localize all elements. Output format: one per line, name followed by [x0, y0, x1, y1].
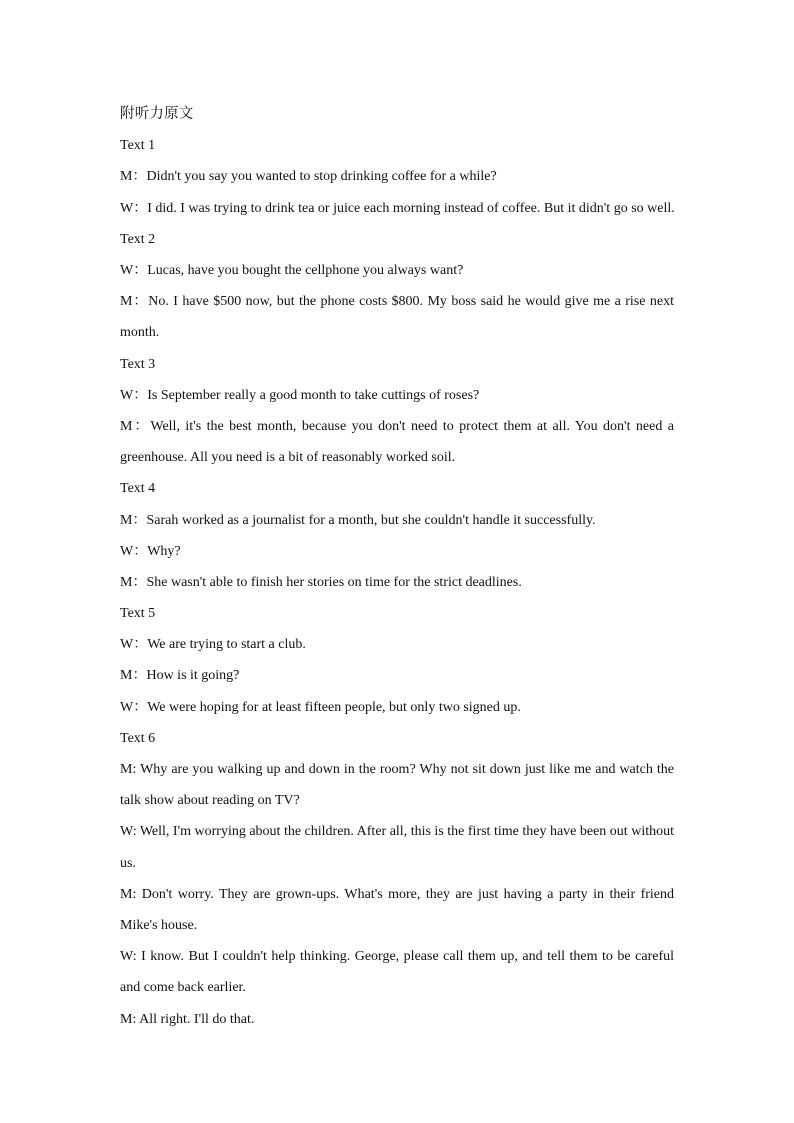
speaker-label: W： — [120, 262, 148, 278]
speaker-label: W： — [120, 699, 148, 715]
utterance-text: Don't worry. They are grown-ups. What's more, they are just having a party in their friend Mike's house. — [120, 886, 674, 934]
utterance-text: I did. I was trying to drink tea or juice each morning instead of coffee. But it didn't go so well. — [147, 200, 675, 216]
utterance-text: All right. I'll do that. — [139, 1011, 255, 1027]
dialogue-line — [120, 380, 674, 411]
dialogue-line — [120, 1004, 674, 1035]
speaker-label: M: — [120, 762, 141, 777]
dialogue-line — [120, 567, 674, 598]
speaker-label: M： — [120, 574, 147, 590]
utterance-text: Lucas, have you bought the cellphone you always want? — [147, 262, 464, 278]
speaker-label: W： — [120, 200, 148, 216]
speaker-label: M： — [120, 294, 149, 310]
section-label: Text 6 — [120, 730, 156, 746]
dialogue-line — [120, 692, 674, 723]
section-label: Text 5 — [120, 606, 156, 622]
speaker-label: W: — [120, 824, 140, 840]
speaker-label: M: — [120, 886, 142, 902]
section-label: Text 1 — [120, 138, 156, 154]
utterance-text: She wasn't able to finish her stories on time for the strict deadlines. — [146, 574, 522, 590]
utterance-text: Didn't you say you wanted to stop drinking coffee for a while? — [146, 169, 497, 185]
dialogue-line — [120, 816, 674, 878]
utterance-text: I know. But I couldn't help thinking. George, please call them up, and tell them to be careful and come back earlier. — [120, 949, 675, 996]
dialogue-line — [120, 255, 674, 286]
dialogue-line — [120, 286, 674, 348]
speaker-label: M： — [120, 418, 151, 434]
speaker-label: W: — [120, 949, 142, 965]
dialogue-line — [120, 879, 674, 941]
utterance-text: Why? — [147, 543, 181, 559]
dialogue-line — [120, 411, 674, 473]
speaker-label: M: — [120, 1011, 140, 1027]
speaker-label: M： — [120, 169, 147, 185]
dialogue-line — [120, 536, 674, 567]
dialogue-line — [120, 941, 674, 1003]
speaker-label: M： — [120, 512, 147, 528]
section-label: Text 2 — [120, 231, 156, 247]
utterance-text: No. I have $500 now, but the phone costs $800. My boss said he would give me a rise next month. — [120, 294, 674, 341]
dialogue-line — [120, 660, 674, 691]
section-label: Text 3 — [120, 356, 156, 372]
utterance-text: Sarah worked as a journalist for a month, but she couldn't handle it successfully. — [146, 512, 596, 528]
utterance-text: We were hoping for at least fifteen people, but only two signed up. — [147, 699, 521, 715]
utterance-text: Well, I'm worrying about the children. After all, this is the first time they have been out without us. — [120, 824, 674, 871]
utterance-text: Why are you walking up and down in the room? Why not sit down just like me and watch the talk show about reading on TV? — [120, 762, 674, 809]
dialogue-line — [120, 505, 674, 536]
dialogue-line — [120, 193, 674, 224]
dialogue-line — [120, 754, 674, 816]
utterance-text: How is it going? — [146, 668, 240, 684]
speaker-label: M： — [120, 668, 147, 684]
speaker-label: W： — [120, 387, 148, 403]
utterance-text: We are trying to start a club. — [147, 637, 306, 653]
utterance-text: Is September really a good month to take cuttings of roses? — [147, 387, 480, 403]
dialogue-line — [120, 629, 674, 660]
speaker-label: W： — [120, 637, 148, 653]
dialogue-line — [120, 161, 674, 192]
speaker-label: W： — [120, 543, 148, 559]
utterance-text: Well, it's the best month, because you don't need to protect them at all. You don't need a greenhouse. All you need is a bit of reasonably worked soil. — [120, 418, 674, 466]
section-label: Text 4 — [120, 481, 156, 497]
transcript-body — [120, 99, 674, 1035]
page-heading: 附听力原文 — [120, 106, 194, 122]
